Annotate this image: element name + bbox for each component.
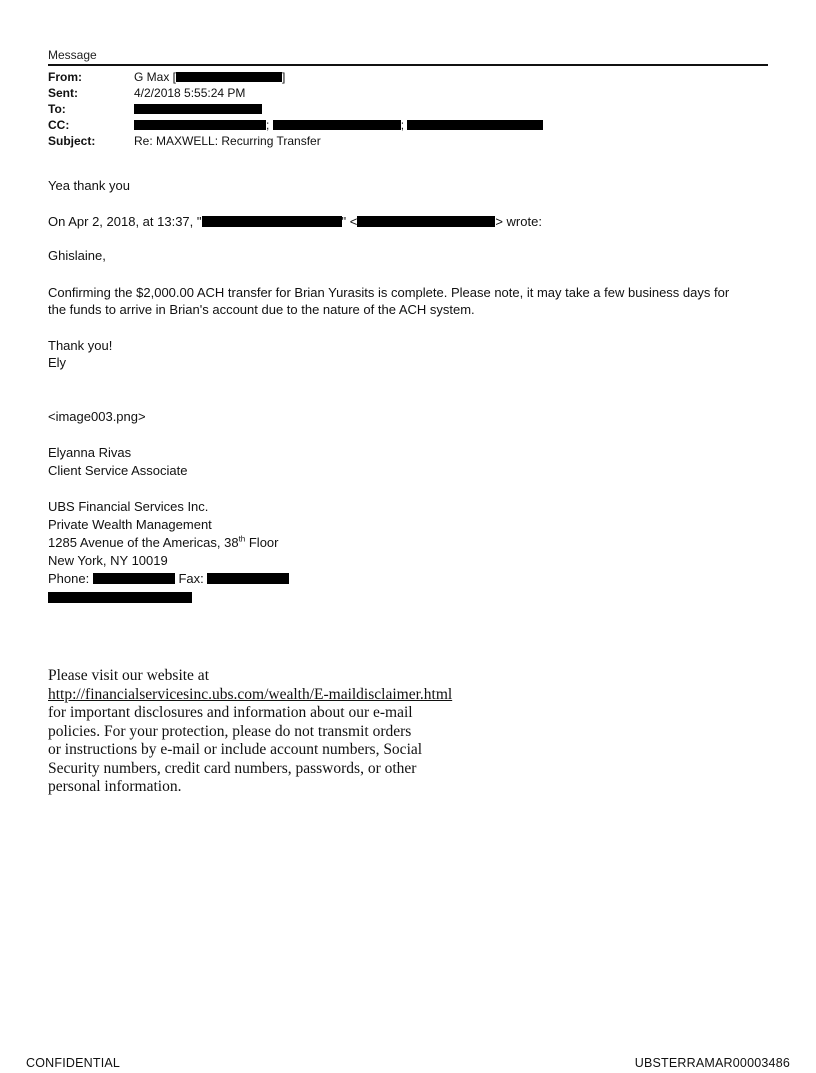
paragraph-line: Confirming the $2,000.00 ACH transfer for Brian Yurasits is complete. Please note, it may take a few business days for <box>48 285 730 300</box>
header-sent <box>48 85 245 101</box>
disclaimer-block <box>48 667 452 797</box>
disclaimer-line: or instructions by e-mail or include account numbers, Social <box>48 741 423 758</box>
quote-line <box>48 213 542 231</box>
redaction-bar <box>207 573 289 584</box>
signature-title: Client Service Associate <box>48 463 188 478</box>
cc-separator: ; <box>266 118 270 132</box>
header-cc <box>48 117 543 133</box>
header-divider <box>48 64 768 66</box>
image-placeholder: <image003.png> <box>48 409 146 424</box>
redaction-bar <box>202 216 342 227</box>
disclaimer-line: Security numbers, credit card numbers, passwords, or other <box>48 759 417 777</box>
redaction-bar <box>48 592 192 603</box>
redaction-bar <box>134 120 266 130</box>
disclaimer-link[interactable]: http://financialservicesinc.ubs.com/wealth/E-maildisclaimer.html <box>48 685 453 703</box>
from-label: From: <box>48 70 82 84</box>
from-value-end: ] <box>282 70 286 84</box>
redaction-bar <box>134 104 262 114</box>
redaction-bar <box>93 573 175 584</box>
subject-label: Subject: <box>48 134 96 148</box>
paragraph-line: the funds to arrive in Brian's account due to the nature of the ACH system. <box>48 302 475 317</box>
fax-label: Fax: <box>178 571 204 586</box>
address-pre: 1285 Avenue of the Americas, 38 <box>48 535 239 550</box>
cc-label: CC: <box>48 118 70 132</box>
reply-text: Yea thank you <box>48 178 130 193</box>
subject-value: Re: MAXWELL: Recurring Transfer <box>134 134 321 148</box>
signature-city: New York, NY 10019 <box>48 553 168 568</box>
header-subject <box>48 133 321 149</box>
disclaimer-line: Please visit our website at <box>48 667 209 684</box>
greeting: Ghislaine, <box>48 248 106 263</box>
disclaimer-line: for important disclosures and information about our e-mail <box>48 704 413 721</box>
sent-value: 4/2/2018 5:55:24 PM <box>134 86 246 100</box>
signature-name: Elyanna Rivas <box>48 445 132 460</box>
phone-label: Phone: <box>48 571 90 586</box>
header-from <box>48 69 285 85</box>
footer-bates-number: UBSTERRAMAR00003486 <box>634 1056 790 1070</box>
signature-division: Private Wealth Management <box>48 517 212 532</box>
to-label: To: <box>48 102 66 116</box>
address-sup: th <box>238 534 246 544</box>
signature-address <box>48 534 278 552</box>
closing-thanks: Thank you! <box>48 338 113 353</box>
quote-prefix: On Apr 2, 2018, at 13:37, " <box>48 214 202 229</box>
message-label: Message <box>48 48 97 62</box>
signature-phone-fax <box>48 570 289 588</box>
cc-separator: ; <box>400 118 405 132</box>
redaction-bar <box>407 120 543 130</box>
header-to <box>48 101 262 117</box>
redaction-bar <box>273 120 401 130</box>
quote-mid: " < <box>341 214 358 229</box>
disclaimer-line: personal information. <box>48 778 182 795</box>
signature-email <box>48 589 192 607</box>
sent-label: Sent: <box>48 86 78 100</box>
signature-company: UBS Financial Services Inc. <box>48 499 209 514</box>
footer-confidential: CONFIDENTIAL <box>26 1056 121 1070</box>
disclaimer-line: policies. For your protection, please do not transmit orders <box>48 722 412 740</box>
closing-name: Ely <box>48 355 67 370</box>
redaction-bar <box>357 216 495 227</box>
redaction-bar <box>176 72 282 82</box>
from-value: G Max [ <box>134 70 177 84</box>
address-post: Floor <box>245 535 279 550</box>
quote-suffix: > wrote: <box>495 214 542 229</box>
